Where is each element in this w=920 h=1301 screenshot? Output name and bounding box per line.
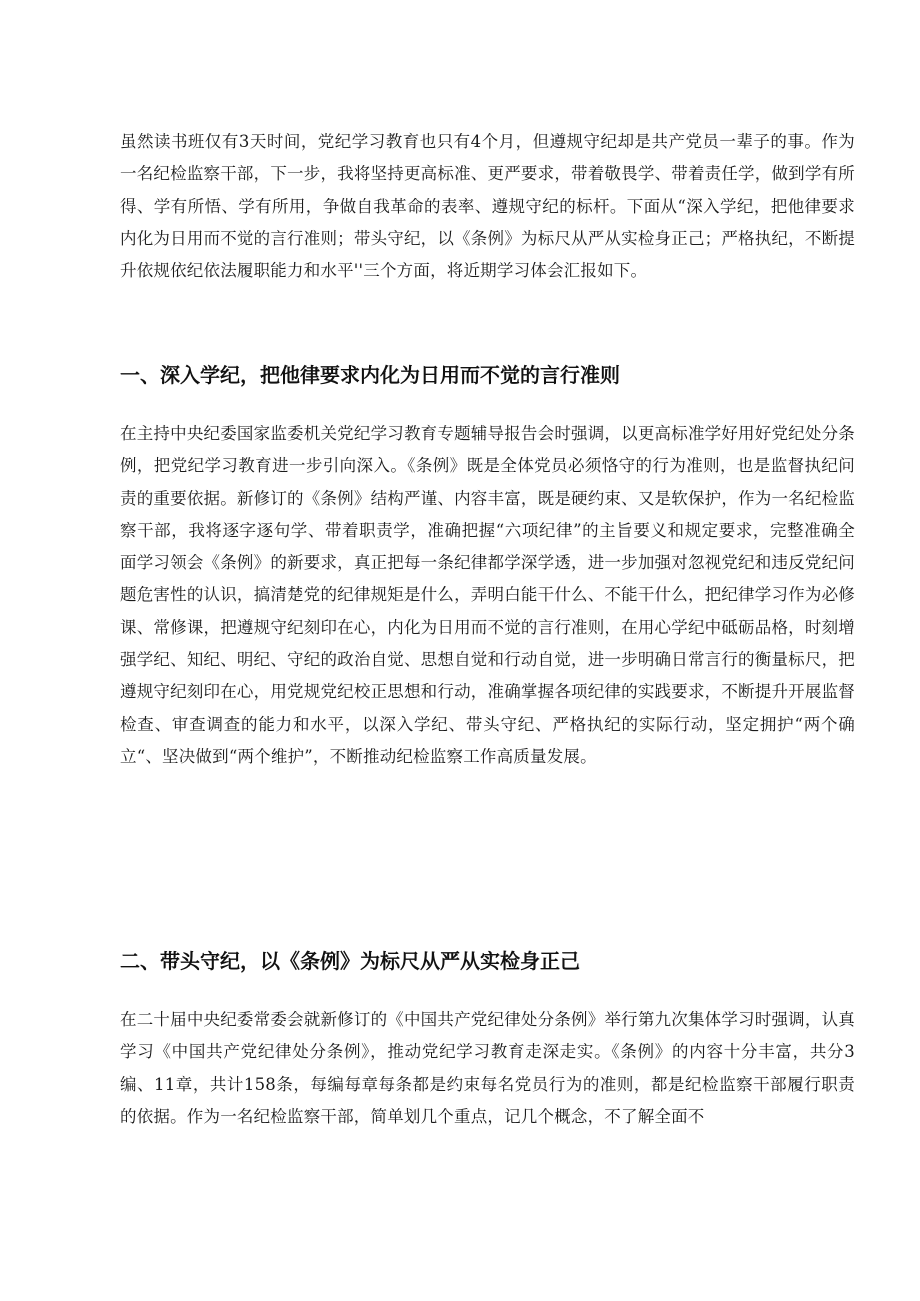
section-1-paragraph: 在主持中央纪委国家监委机关党纪学习教育专题辅导报告会时强调，以更高标准学好用好党纪处分条例，把党纪学习教育进一步引向深入。《条例》既是全体党员必须恪守的行为准则，也是监督执纪问责的重要依据。新修订的《条例》结构严谨、内容丰富，既是硬约束、又是软保护，作为一名纪检监察干部，我将逐字逐句学、带着职责学，准确把握“六项纪律”的主旨要义和规定要求，完整准确全面学习领会《条例》的新要求，真正把每一条纪律都学深学透，进一步加强对忽视党纪和违反党纪问题危害性的认识，搞清楚党的纪律规矩是什么，弄明白能干什么、不能干什么，把纪律学习作为必修课、常修课，把遵规守纪刻印在心，内化为日用而不觉的言行准则，在用心学纪中砥砺品格，时刻增强学纪、知纪、明纪、守纪的政治自觉、思想自觉和行动自觉，进一步明确日常言行的衡量标尺，把遵规守纪刻印在心，用党规党纪校正思想和行动，准确掌握各项纪律的实践要求，不断提升开展监督检查、审查调查的能力和水平，以深入学纪、带头守纪、严格执纪的实际行动，坚定拥护“两个确立“、坚决做到“两个维护”，不断推动纪检监察工作高质量发展。 xyxy=(120,424,855,766)
section-2-paragraph: 在二十届中央纪委常委会就新修订的《中国共产党纪律处分条例》举行第九次集体学习时强调，认真学习《中国共产党纪律处分条例》，推动党纪学习教育走深走实。《条例》的内容十分丰富，共分3编、11章，共计158条，每编每章每条都是约束每名党员行为的准则，都是纪检监察干部履行职责的依据。作为一名纪检监察干部，简单划几个重点，记几个概念，不了解全面不 xyxy=(120,1010,855,1126)
section-2-heading: 二、带头守纪，以《条例》为标尺从严从实检身正己 xyxy=(120,949,580,973)
intro-paragraph: 虽然读书班仅有3天时间，党纪学习教育也只有4个月，但遵规守纪却是共产党员一辈子的事。作为一名纪检监察干部，下一步，我将坚持更高标准、更严要求，带着敬畏学、带着责任学，做到学有所得、学有所悟、学有所用，争做自我革命的表率、遵规守纪的标杆。下面从“深入学纪，把他律要求内化为日用而不觉的言行准则；带头守纪，以《条例》为标尺从严从实检身正己；严格执纪，不断提升依规依纪依法履职能力和水平''三个方面，将近期学习体会汇报如下。 xyxy=(120,132,855,281)
section-1-heading: 一、深入学纪，把他律要求内化为日用而不觉的言行准则 xyxy=(120,363,620,387)
